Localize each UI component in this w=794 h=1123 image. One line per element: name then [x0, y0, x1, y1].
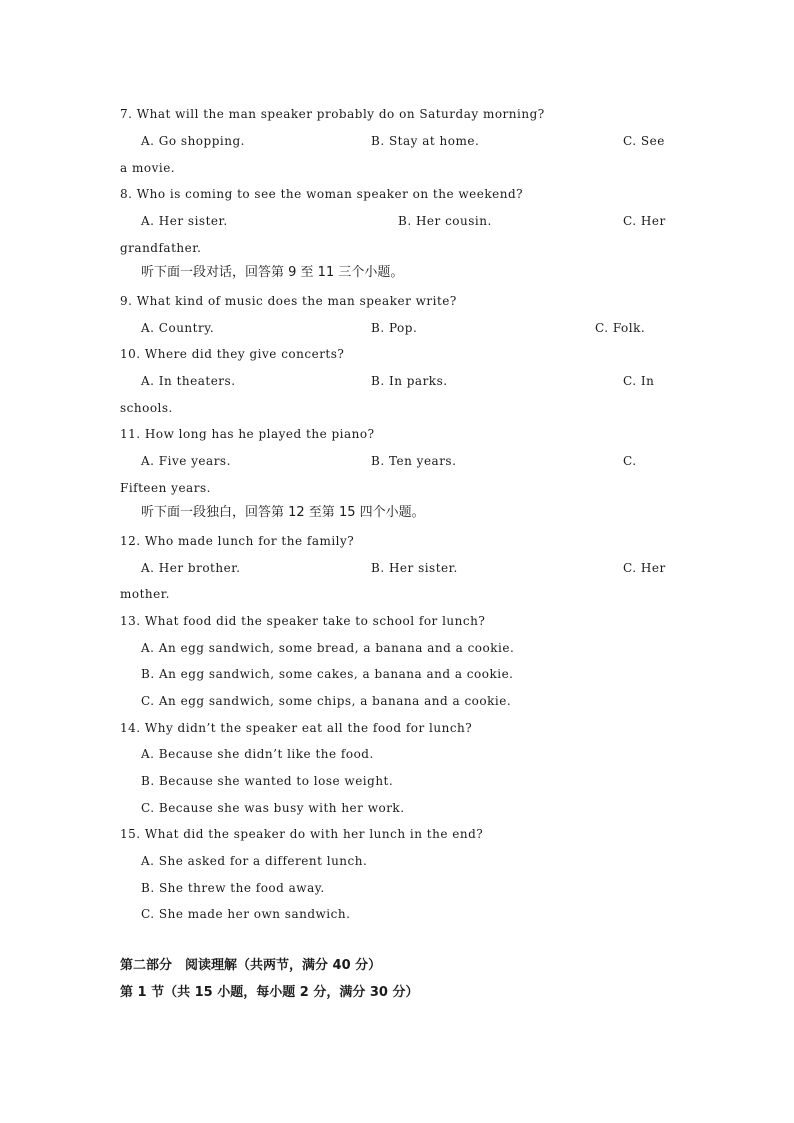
q8-option-c: C. Her	[623, 214, 666, 228]
question-8: 8. Who is coming to see the woman speaker on the weekend?	[120, 187, 524, 201]
q7-option-b: B. Stay at home.	[371, 134, 480, 148]
q15-option-a: A. She asked for a different lunch.	[141, 854, 368, 868]
q11-option-c-wrap: Fifteen years.	[120, 481, 211, 495]
q13-option-b: B. An egg sandwich, some cakes, a banana and a cookie.	[141, 667, 514, 681]
q13-option-c: C. An egg sandwich, some chips, a banana and a cookie.	[141, 694, 512, 708]
q11-option-b: B. Ten years.	[371, 454, 457, 468]
q12-option-a: A. Her brother.	[141, 561, 241, 575]
q10-option-c-wrap: schools.	[120, 401, 173, 415]
question-12: 12. Who made lunch for the family?	[120, 534, 355, 548]
instruction-12-15: 听下面一段独白，回答第 12 至第 15 四个小题。	[141, 505, 425, 520]
q9-option-b: B. Pop.	[371, 321, 418, 335]
q8-option-c-wrap: grandfather.	[120, 241, 202, 255]
q9-option-a: A. Country.	[141, 321, 215, 335]
q12-option-b: B. Her sister.	[371, 561, 458, 575]
q9-option-c: C. Folk.	[595, 321, 646, 335]
q11-option-c: C.	[623, 454, 637, 468]
q15-option-b: B. She threw the food away.	[141, 881, 325, 895]
q13-option-a: A. An egg sandwich, some bread, a banana and a cookie.	[141, 641, 515, 655]
question-11: 11. How long has he played the piano?	[120, 427, 375, 441]
q7-option-a: A. Go shopping.	[141, 134, 245, 148]
question-9: 9. What kind of music does the man speaker write?	[120, 294, 457, 308]
q8-option-b: B. Her cousin.	[398, 214, 492, 228]
q7-option-c: C. See	[623, 134, 665, 148]
q7-option-c-wrap: a movie.	[120, 161, 176, 175]
q12-option-c: C. Her	[623, 561, 666, 575]
instruction-9-11: 听下面一段对话，回答第 9 至 11 三个小题。	[141, 265, 404, 280]
q11-option-a: A. Five years.	[141, 454, 231, 468]
section1-heading: 第 1 节（共 15 小题，每小题 2 分，满分 30 分）	[120, 985, 419, 1000]
question-13: 13. What food did the speaker take to school for lunch?	[120, 614, 486, 628]
q8-option-a: A. Her sister.	[141, 214, 228, 228]
q12-option-c-wrap: mother.	[120, 587, 170, 601]
q14-option-c: C. Because she was busy with her work.	[141, 801, 405, 815]
q15-option-c: C. She made her own sandwich.	[141, 907, 351, 921]
question-7: 7. What will the man speaker probably do on Saturday morning?	[120, 107, 545, 121]
question-10: 10. Where did they give concerts?	[120, 347, 345, 361]
part2-heading: 第二部分 阅读理解（共两节，满分 40 分）	[120, 958, 382, 973]
question-15: 15. What did the speaker do with her lunch in the end?	[120, 827, 484, 841]
q10-option-c: C. In	[623, 374, 655, 388]
q10-option-b: B. In parks.	[371, 374, 448, 388]
q10-option-a: A. In theaters.	[141, 374, 236, 388]
q14-option-b: B. Because she wanted to lose weight.	[141, 774, 394, 788]
q14-option-a: A. Because she didn’t like the food.	[141, 747, 374, 761]
question-14: 14. Why didn’t the speaker eat all the food for lunch?	[120, 721, 473, 735]
